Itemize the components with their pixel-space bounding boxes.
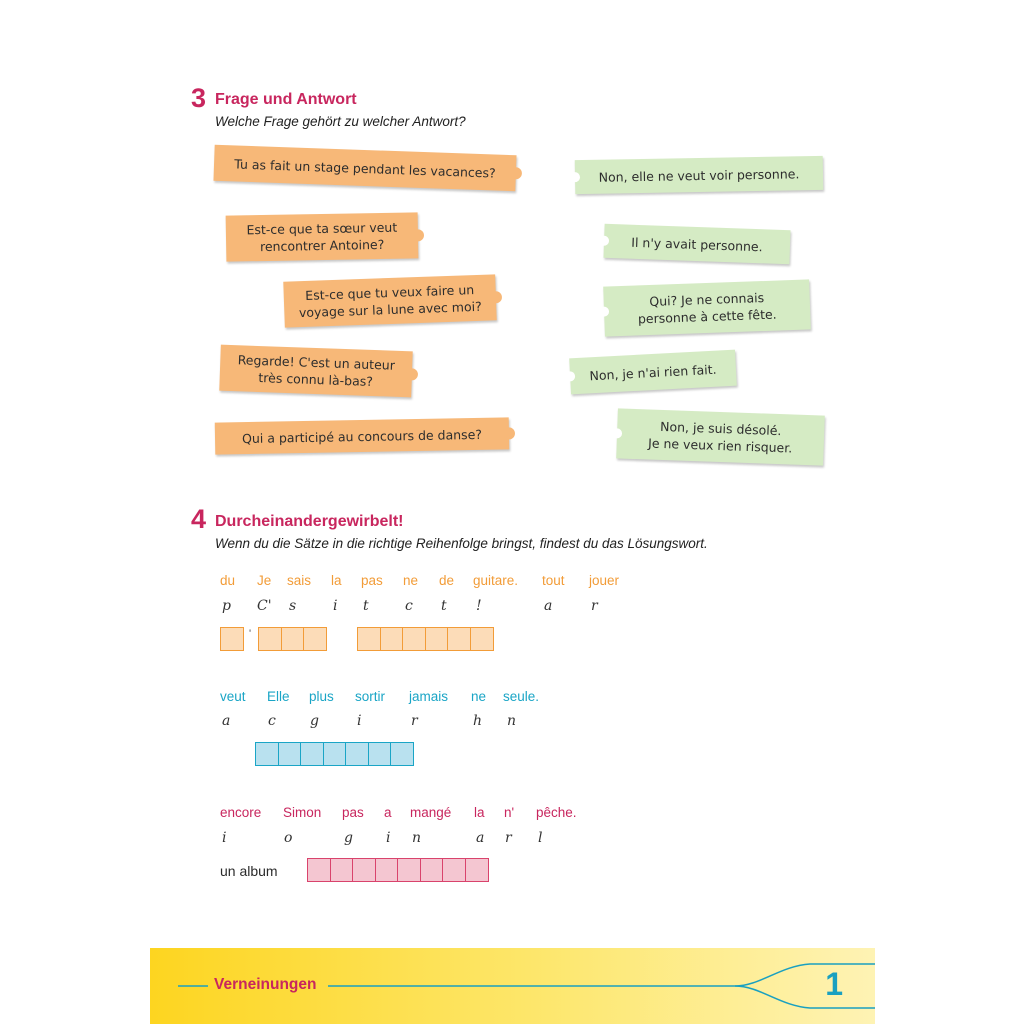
answer-box[interactable] (255, 742, 279, 766)
scrambled-word: pas (361, 573, 383, 588)
hint-letter: h (473, 713, 483, 729)
exercise-4-number: 4 (191, 504, 207, 534)
scrambled-word: la (474, 805, 485, 820)
answer-box[interactable] (330, 858, 354, 882)
answer-box[interactable] (390, 742, 414, 766)
answer-boxes-2 (255, 742, 413, 766)
answer-box[interactable] (375, 858, 399, 882)
answer-box[interactable] (352, 858, 376, 882)
answer-box[interactable] (465, 858, 489, 882)
hint-letter: c (405, 598, 413, 614)
answer-box[interactable] (397, 858, 421, 882)
apostrophe-mark: ' (249, 628, 252, 640)
hint-letter: i (222, 830, 227, 846)
answer-box[interactable] (380, 627, 404, 651)
answer-box[interactable] (300, 742, 324, 766)
answer-box[interactable] (307, 858, 331, 882)
question-card[interactable] (219, 345, 412, 398)
scrambled-word: jamais (409, 689, 449, 704)
answer-text: Qui? Je ne connais personne à cette fête. (637, 290, 777, 327)
scrambled-word: mangé (410, 805, 452, 820)
exercise-3-title: Frage und Antwort (215, 91, 357, 108)
answer-box[interactable] (442, 858, 466, 882)
answer-card[interactable] (603, 224, 790, 264)
answer-card[interactable] (569, 350, 737, 395)
answer-box[interactable] (278, 742, 302, 766)
footer-chapter-title: Verneinungen (214, 976, 317, 993)
answer-text: Non, je n'ai rien fait. (589, 361, 717, 383)
scrambled-word: de (439, 573, 455, 588)
answer-box[interactable] (303, 627, 327, 651)
scrambled-word: pêche. (536, 805, 577, 820)
exercise-4-instruction: Wenn du die Sätze in die richtige Reihenfolge bringst, findest du das Lösungswort. (215, 536, 708, 551)
scrambled-word: ne (471, 689, 487, 704)
hint-letter: a (222, 713, 231, 729)
scrambled-word: veut (220, 689, 246, 704)
answer-box[interactable] (258, 627, 282, 651)
hint-letter: r (591, 598, 598, 614)
hint-letter: n (412, 830, 422, 846)
scrambled-word: n' (504, 805, 515, 820)
answer-card[interactable] (616, 408, 825, 465)
answer-box[interactable] (345, 742, 369, 766)
page-footer (150, 948, 875, 1024)
hint-letter: o (284, 830, 293, 846)
answer-box[interactable] (220, 627, 244, 651)
answer-box[interactable] (357, 627, 381, 651)
hint-letter: n (507, 713, 517, 729)
scrambled-word: seule. (503, 689, 540, 704)
question-text: Qui a participé au concours de danse? (241, 426, 483, 446)
scrambled-word: du (220, 573, 236, 588)
answer-text: Non, je suis désolé. Je ne veux rien risquer. (647, 418, 793, 456)
hint-letter: ! (476, 598, 482, 614)
answer-box[interactable] (420, 858, 444, 882)
exercise-3-instruction: Welche Frage gehört zu welcher Antwort? (215, 114, 466, 129)
scrambled-word: sais (287, 573, 312, 588)
page-number: 1 (825, 966, 843, 1002)
hint-letter: t (441, 598, 447, 614)
exercise-3-number: 3 (191, 83, 207, 113)
answer-text: Il n'y avait personne. (631, 234, 763, 254)
answer-box[interactable] (402, 627, 426, 651)
hint-letter: r (411, 713, 418, 729)
scrambled-word: pas (342, 805, 364, 820)
scrambled-word: a (384, 805, 392, 820)
hint-letter: t (363, 598, 369, 614)
hint-letter: a (476, 830, 485, 846)
scrambled-word: jouer (589, 573, 620, 588)
question-card[interactable] (215, 417, 510, 454)
question-card[interactable] (226, 212, 419, 261)
answer-box[interactable] (323, 742, 347, 766)
scrambled-word: plus (309, 689, 334, 704)
answer-text: Non, elle ne veut voir personne. (598, 165, 800, 185)
question-text: Regarde! C'est un auteur très connu là-bas? (237, 352, 396, 389)
answer-boxes-1b (258, 627, 326, 651)
answer-box[interactable] (447, 627, 471, 651)
hint-letter: a (544, 598, 553, 614)
hint-letter: p (222, 598, 231, 614)
hint-letter: s (289, 598, 297, 614)
exercise-4-title: Durcheinandergewirbelt! (215, 513, 404, 530)
hint-letter: i (386, 830, 391, 846)
hint-letter: i (333, 598, 338, 614)
hint-letter: g (344, 830, 353, 846)
answer-boxes-1a (220, 627, 243, 651)
scrambled-word: encore (220, 805, 262, 820)
question-card[interactable] (283, 274, 496, 327)
answer-card[interactable] (603, 279, 811, 336)
hint-letter: g (310, 713, 319, 729)
hint-letter: i (357, 713, 362, 729)
solution-prefix: un album (220, 863, 278, 879)
scrambled-word: Je (257, 573, 272, 588)
answer-box[interactable] (470, 627, 494, 651)
question-text: Est-ce que tu veux faire un voyage sur la lune avec moi? (298, 282, 482, 321)
question-text: Est-ce que ta sœur veut rencontrer Antoine? (246, 219, 398, 255)
scrambled-word: Elle (267, 689, 290, 704)
answer-boxes-3 (307, 858, 487, 882)
hint-letter: l (538, 830, 543, 846)
hint-letter: C' (257, 598, 272, 614)
scrambled-word: ne (403, 573, 419, 588)
scrambled-word: sortir (355, 689, 385, 704)
answer-box[interactable] (281, 627, 305, 651)
question-card[interactable] (213, 145, 516, 192)
answer-card[interactable] (575, 156, 824, 194)
answer-box[interactable] (368, 742, 392, 766)
scrambled-word: Simon (283, 805, 322, 820)
hint-letter: r (505, 830, 512, 846)
hint-letter: c (268, 713, 276, 729)
scrambled-word: la (331, 573, 342, 588)
scrambled-word: tout (542, 573, 565, 588)
answer-box[interactable] (425, 627, 449, 651)
answer-boxes-1c (357, 627, 492, 651)
scrambled-word: guitare. (473, 573, 519, 588)
question-text: Tu as fait un stage pendant les vacances? (234, 155, 496, 181)
